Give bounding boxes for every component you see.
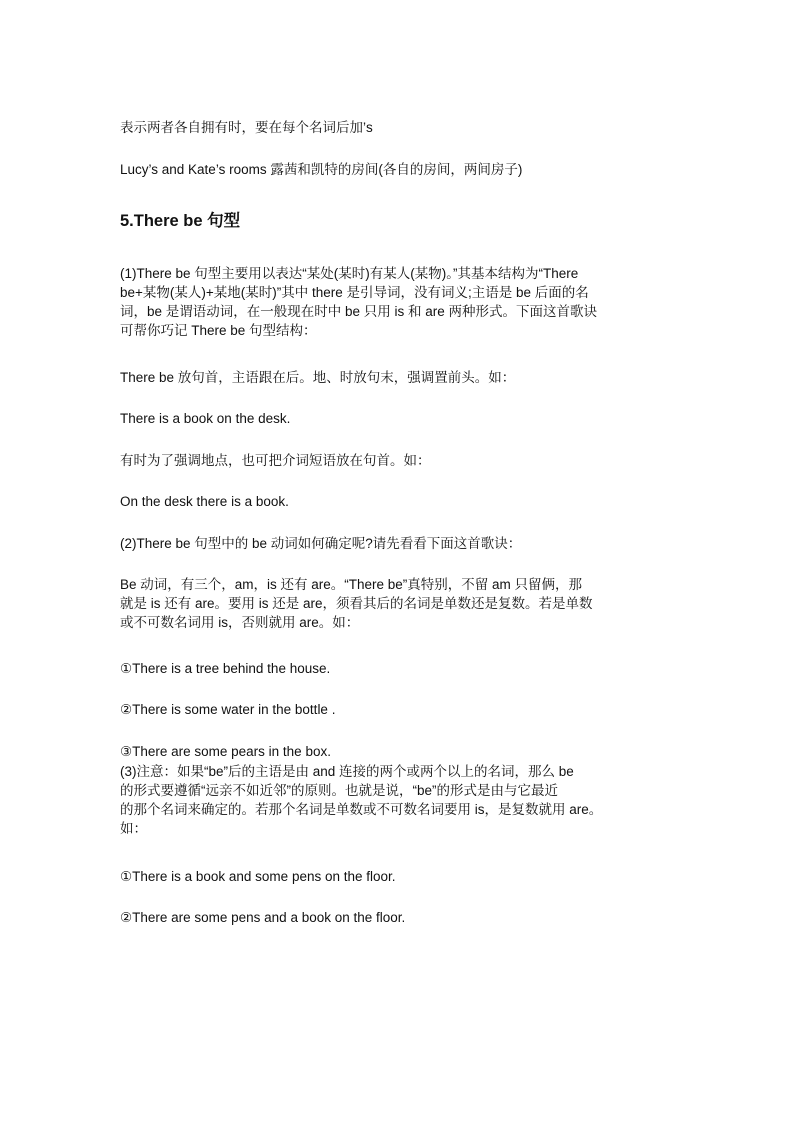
paragraph-line: 的形式要遵循“远亲不如近邻”的原则。也就是说，“be”的形式是由与它最近	[120, 783, 558, 798]
paragraph-line: 如：	[120, 821, 147, 836]
paragraph-structure	[120, 264, 678, 340]
paragraph-line: Be 动词，有三个，am，is 还有 are。“There be”真特别，不留 am 只留俩，那	[120, 577, 583, 592]
intro-line-2: Lucy’s and Kate’s rooms 露茜和凯特的房间(各自的房间，两间房子)	[120, 162, 523, 177]
paragraph-rhyme	[120, 575, 678, 632]
example-sentence: ①There is a tree behind the house.	[120, 661, 331, 676]
section-heading: 5.There be 句型	[120, 212, 241, 230]
paragraph-line: 的那个名词来确定的。若那个名词是单数或不可数名词要用 is，是复数就用 are。	[120, 802, 603, 817]
paragraph-line: 可帮你巧记 There be 句型结构：	[120, 323, 317, 338]
paragraph-notice	[120, 762, 678, 838]
paragraph-line: 就是 is 还有 are。要用 is 还是 are，须看其后的名词是单数还是复数。若是单数	[120, 596, 593, 611]
paragraph-be-verb: (2)There be 句型中的 be 动词如何确定呢?请先看看下面这首歌诀：	[120, 536, 522, 551]
example-sentence: ③There are some pears in the box.	[120, 744, 331, 759]
intro-line-1: 表示两者各自拥有时，要在每个名词后加’s	[120, 120, 373, 135]
example-sentence: There is a book on the desk.	[120, 411, 291, 426]
example-sentence: ②There is some water in the bottle .	[120, 702, 336, 717]
paragraph-line: 词，be 是谓语动词，在一般现在时中 be 只用 is 和 are 两种形式。下面这首歌诀	[120, 304, 598, 319]
example-sentence: ②There are some pens and a book on the floor.	[120, 910, 406, 925]
paragraph-line: be+某物(某人)+某地(某时)”其中 there 是引导词，没有词义;主语是 be 后面的名	[120, 285, 589, 300]
example-sentence: On the desk there is a book.	[120, 494, 289, 509]
paragraph-line: (1)There be 句型主要用以表达“某处(某时)有某人(某物)。”其基本结构为“There	[120, 266, 579, 281]
paragraph-line: (3)注意：如果“be”后的主语是由 and 连接的两个或两个以上的名词，那么 be	[120, 764, 574, 779]
rhyme-line: There be 放句首，主语跟在后。地、时放句末，强调置前头。如：	[120, 370, 516, 385]
note-line: 有时为了强调地点，也可把介词短语放在句首。如：	[120, 453, 431, 468]
paragraph-line: 或不可数名词用 is，否则就用 are。如：	[120, 615, 360, 630]
example-sentence: ①There is a book and some pens on the floor.	[120, 869, 396, 884]
